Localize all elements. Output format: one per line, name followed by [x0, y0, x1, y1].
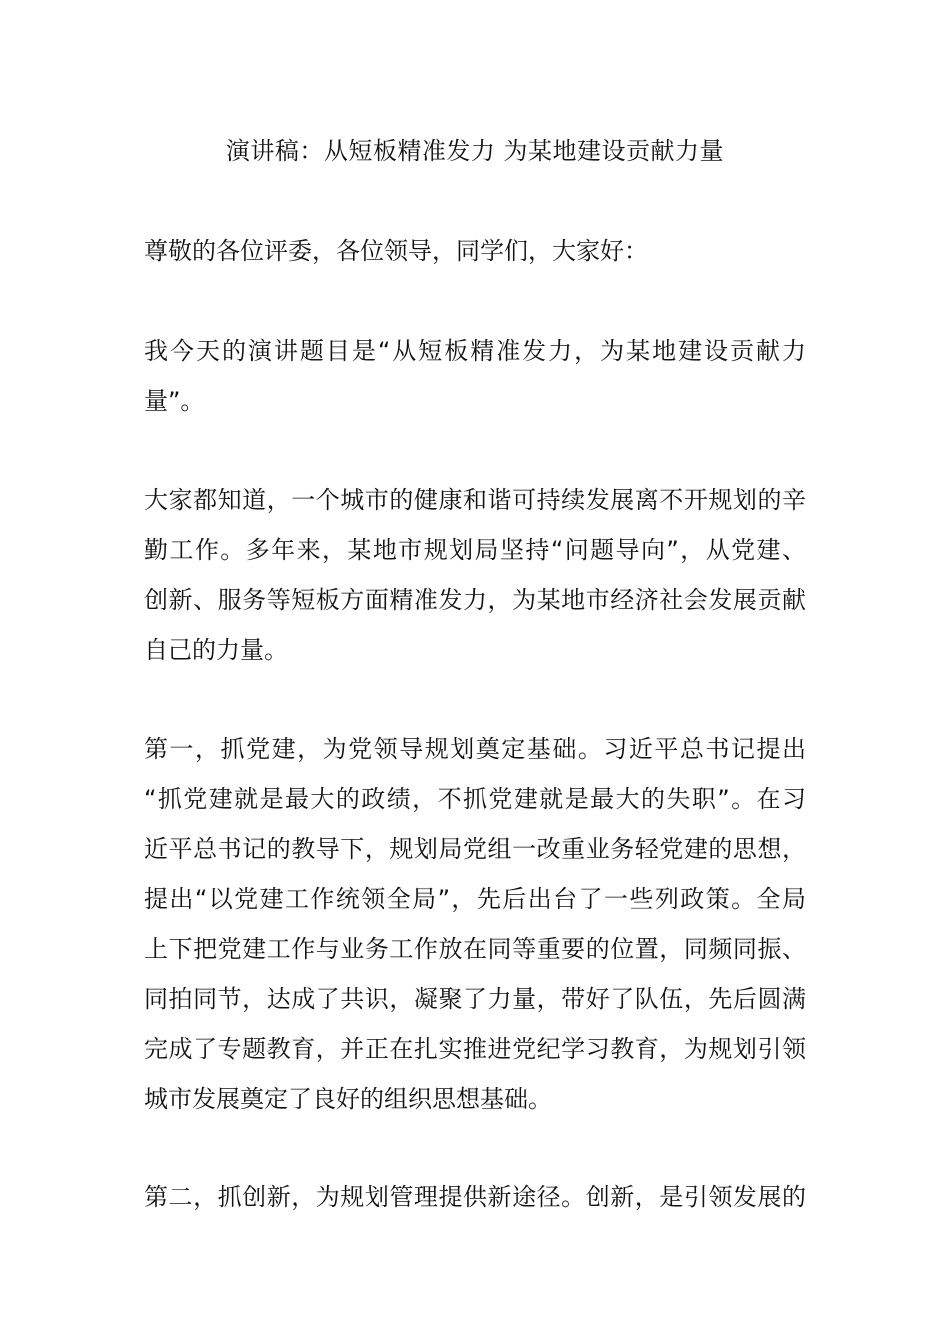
document-title: 演讲稿：从短板精准发力 为某地建设贡献力量 — [225, 137, 725, 165]
paragraph-point-one — [144, 724, 806, 1124]
paragraph-line: 量”。 — [144, 387, 205, 415]
paragraph-line: 上下把党建工作与业务工作放在同等重要的位置，同频同振、 — [144, 935, 806, 963]
paragraph-line: 尊敬的各位评委，各位领导，同学们，大家好： — [144, 237, 648, 265]
paragraph-line: 创新、服务等短板方面精准发力，为某地市经济社会发展贡献 — [144, 586, 806, 614]
paragraph-line: 我今天的演讲题目是“从短板精准发力，为某地建设贡献力 — [144, 337, 806, 365]
paragraph-intro — [144, 475, 806, 675]
paragraph-line: 第一，抓党建，为党领导规划奠定基础。习近平总书记提出 — [144, 735, 806, 763]
greeting-paragraph — [144, 226, 648, 276]
paragraph-line: 勤工作。多年来，某地市规划局坚持“问题导向”，从党建、 — [144, 536, 806, 564]
paragraph-line: 城市发展奠定了良好的组织思想基础。 — [144, 1085, 552, 1113]
paragraph-line: 大家都知道，一个城市的健康和谐可持续发展离不开规划的辛 — [144, 486, 806, 514]
paragraph-line: 完成了专题教育，并正在扎实推进党纪学习教育，为规划引领 — [144, 1035, 806, 1063]
paragraph-line: “抓党建就是最大的政绩，不抓党建就是最大的失职”。在习 — [144, 785, 806, 813]
paragraph-topic — [144, 326, 806, 426]
paragraph-line: 自己的力量。 — [144, 636, 288, 664]
paragraph-line: 提出“以党建工作统领全局”，先后出台了一些列政策。全局 — [144, 885, 806, 913]
paragraph-line: 第二，抓创新，为规划管理提供新途径。创新，是引领发展的 — [144, 1183, 806, 1211]
paragraph-point-two — [144, 1172, 806, 1222]
paragraph-line: 同拍同节，达成了共识，凝聚了力量，带好了队伍，先后圆满 — [144, 985, 806, 1013]
paragraph-line: 近平总书记的教导下，规划局党组一改重业务轻党建的思想， — [144, 835, 806, 863]
